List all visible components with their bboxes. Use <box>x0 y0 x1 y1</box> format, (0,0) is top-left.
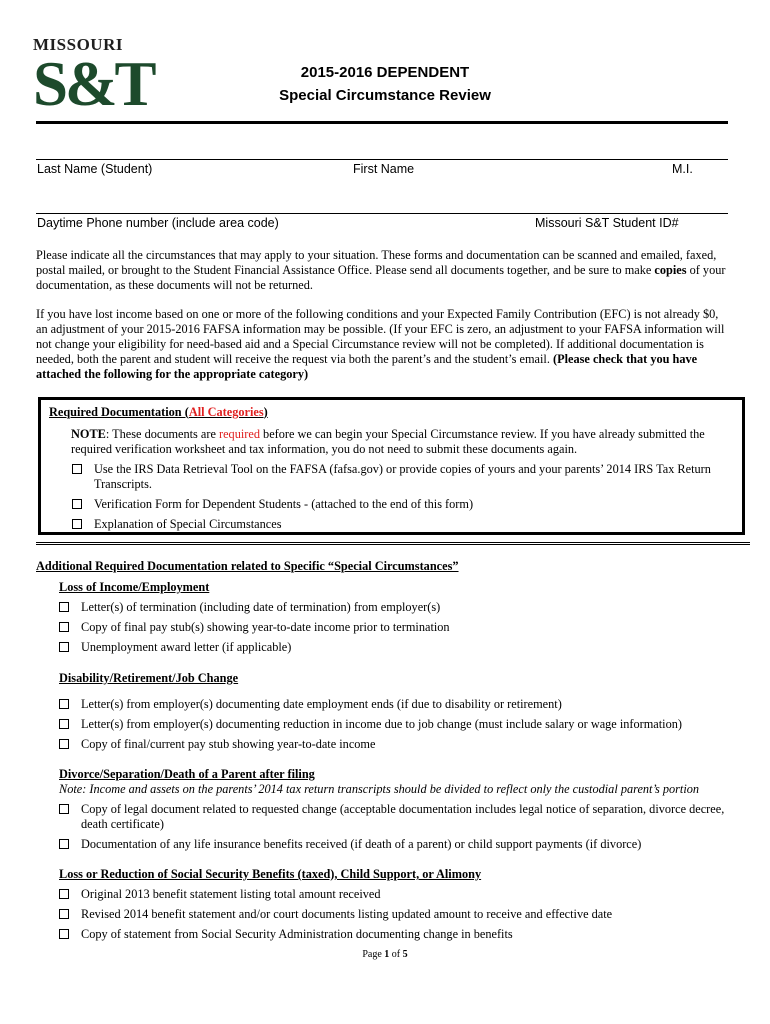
phone-line <box>36 213 728 214</box>
checkbox[interactable] <box>59 804 69 814</box>
checkbox[interactable] <box>59 739 69 749</box>
divorce-heading: Divorce/Separation/Death of a Parent after filing <box>59 767 315 781</box>
section-divider <box>36 542 750 545</box>
name-line <box>36 159 728 160</box>
form-title-year: 2015-2016 DEPENDENT <box>300 64 470 81</box>
required-heading: Required Documentation (All Categories) <box>49 405 268 419</box>
additional-heading: Additional Required Documentation related to Specific “Special Circumstances” <box>36 559 459 573</box>
checkbox[interactable] <box>72 499 82 509</box>
checkbox[interactable] <box>59 642 69 652</box>
checkbox[interactable] <box>59 839 69 849</box>
social-security-heading: Loss or Reduction of Social Security Benefits (taxed), Child Support, or Alimony <box>59 867 482 881</box>
checkbox[interactable] <box>59 622 69 632</box>
checkbox[interactable] <box>72 464 82 474</box>
checkbox[interactable] <box>59 909 69 919</box>
required-note: NOTE: These documents are required before we can begin your Special Circumstance review. If you have already submitted the required verification worksheet and tax information, you do not need to submit these documents again. <box>71 427 705 456</box>
divorce-note: Note: Income and assets on the parents’ 2014 tax return transcripts should be divided to reflect only the custodial parent’s portion <box>59 782 700 796</box>
page-number: Page 1 of 5 <box>362 949 408 960</box>
intro-paragraph-1: Please indicate all the circumstances that may apply to your situation. These forms and documentation can be scanned and emailed, faxed, postal mailed, or brought to the Student Financial Assistance Office. Please send all documents together, and be sure to make copies of your documentation, as these documents will not be returned. <box>36 248 726 292</box>
checkbox[interactable] <box>72 519 82 529</box>
title-divider <box>36 121 728 124</box>
phone-label: Daytime Phone number (include area code) <box>37 216 279 230</box>
logo-wordmark: MISSOURI <box>33 35 123 54</box>
student-id-label: Missouri S&T Student ID# <box>535 216 679 230</box>
disability-heading: Disability/Retirement/Job Change <box>59 671 239 685</box>
checkbox[interactable] <box>59 889 69 899</box>
checkbox[interactable] <box>59 602 69 612</box>
logo-mark: S&T <box>33 49 154 119</box>
checkbox[interactable] <box>59 929 69 939</box>
checkbox[interactable] <box>59 719 69 729</box>
last-name-label: Last Name (Student) <box>37 162 153 176</box>
loss-of-income-heading: Loss of Income/Employment <box>59 580 210 594</box>
form-title: Special Circumstance Review <box>279 87 491 104</box>
checkbox[interactable] <box>59 699 69 709</box>
intro-paragraph-2: If you have lost income based on one or more of the following conditions and your Expected Family Contribution (EFC) is not already $0, an adjustment of your 2015-2016 FAFSA information may be possible. (If your EFC is zero, an adjustment to your FAFSA information will not change your eligibility for need-based aid and a Special Circumstance review will not be completed). If additional documentation is needed, both the parent and student will receive the request via both the parent’s and the student’s email. (Please check that you have attached the following for the appropriate category) <box>36 307 725 381</box>
first-name-label: First Name <box>353 162 415 176</box>
middle-initial-label: M.I. <box>672 162 693 176</box>
